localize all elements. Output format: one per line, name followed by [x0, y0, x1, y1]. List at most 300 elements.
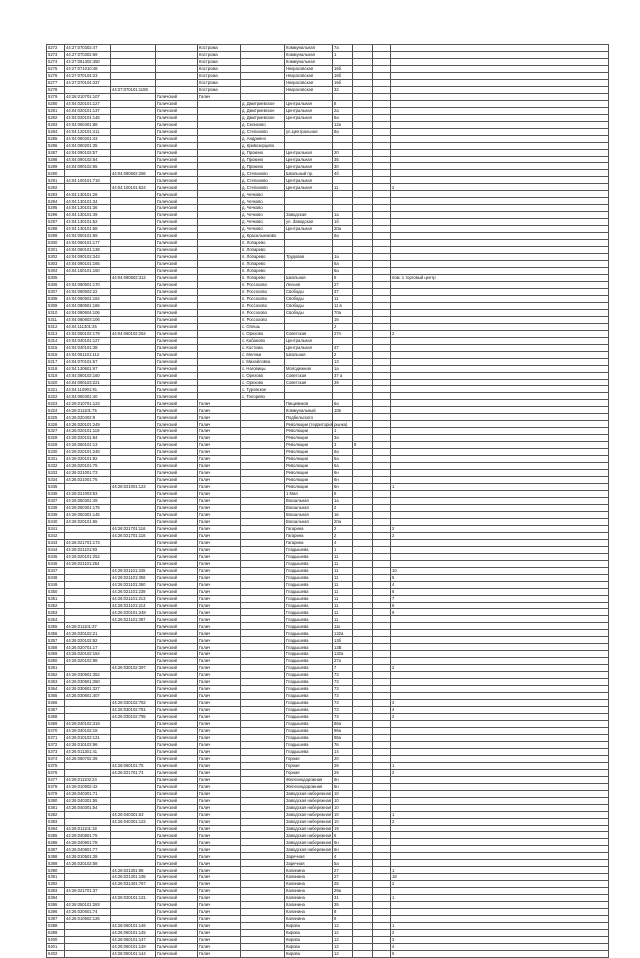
table-row — [47, 511, 609, 518]
table-row — [47, 839, 609, 846]
flat-cell — [373, 839, 391, 846]
row-number-cell: 5314 — [47, 337, 65, 344]
city-cell — [198, 198, 241, 205]
row-number-cell: 5352 — [47, 602, 65, 609]
street-cell: Гладышева — [285, 686, 333, 693]
settlement-cell — [241, 707, 285, 714]
house-cell — [333, 386, 353, 393]
table-row — [47, 51, 609, 58]
row-number-cell: 5290 — [47, 170, 65, 177]
city-cell: Галич — [198, 881, 241, 888]
table-row — [47, 79, 609, 86]
cadastral-number-building-cell: 44:26:060101:144 — [111, 950, 156, 957]
house-cell — [333, 414, 353, 421]
note-cell — [391, 142, 609, 149]
house-cell: 11 — [333, 581, 353, 588]
district-cell: Галичский — [156, 295, 198, 302]
cadastral-number-building-cell — [111, 323, 156, 330]
note-cell: 2 — [391, 184, 609, 191]
house-cell: 25 — [333, 881, 353, 888]
row-number-cell: 5377 — [47, 776, 65, 783]
building-cell — [353, 930, 373, 937]
settlement-cell — [241, 644, 285, 651]
house-cell: 6н — [333, 484, 353, 491]
street-cell: Гладышева — [285, 714, 333, 721]
house-cell — [333, 142, 353, 149]
building-cell — [353, 874, 373, 881]
street-cell: Заводская набережная — [286, 804, 332, 810]
district-cell: Галичский — [156, 783, 198, 790]
note-cell — [391, 539, 609, 546]
city-cell: Галич — [198, 581, 241, 588]
district-cell: Галичский — [156, 546, 198, 553]
district-cell: Галичский — [156, 372, 198, 379]
cadastral-number-building-cell — [111, 741, 156, 748]
building-cell — [353, 811, 373, 818]
table-row — [47, 72, 609, 79]
table-row — [47, 288, 609, 295]
settlement-cell — [241, 525, 285, 532]
row-number-cell: 5306 — [47, 281, 65, 288]
city-cell: Галич — [198, 511, 241, 518]
building-cell — [353, 316, 373, 323]
row-number-cell: 5400 — [47, 937, 65, 944]
house-cell: 7в — [333, 741, 353, 748]
flat-cell — [373, 895, 391, 902]
district-cell — [156, 72, 198, 79]
cadastral-number-land-cell: 44:26:020701:17 — [65, 644, 111, 651]
flat-cell — [373, 344, 391, 351]
settlement-cell: п. Россохово — [241, 295, 285, 302]
settlement-cell — [241, 72, 285, 79]
cadastral-number-building-cell — [111, 247, 156, 254]
house-cell: 20 — [333, 149, 353, 156]
note-cell: 2 — [391, 532, 609, 539]
city-cell: Галич — [198, 651, 241, 658]
flat-cell — [373, 602, 391, 609]
street-cell — [285, 205, 333, 212]
street-cell: ул. Заводская — [285, 219, 333, 226]
flat-cell — [373, 79, 391, 86]
table-row — [47, 693, 609, 700]
flat-cell — [373, 219, 391, 226]
settlement-cell — [241, 93, 285, 100]
building-cell — [353, 700, 373, 707]
cadastral-number-building-cell — [111, 504, 156, 511]
table-row — [47, 114, 609, 121]
district-cell: Галичский — [156, 100, 198, 107]
flat-cell — [373, 581, 391, 588]
settlement-cell: д. Чечково — [241, 205, 285, 212]
cadastral-number-building-cell — [111, 672, 156, 679]
row-number-cell: 5292 — [47, 184, 65, 191]
row-number-cell: 5354 — [47, 616, 65, 623]
district-cell: Галичский — [156, 330, 198, 337]
cadastral-number-land-cell — [65, 700, 111, 707]
table-row — [47, 700, 609, 707]
district-cell — [156, 45, 198, 52]
building-cell — [353, 351, 373, 358]
district-cell: Галичский — [156, 734, 198, 741]
street-cell: Лесная — [285, 281, 333, 288]
house-cell: 12 — [333, 950, 353, 957]
district-cell: Галичский — [156, 609, 198, 616]
row-number-cell: 5320 — [47, 379, 65, 386]
cadastral-number-building-cell — [111, 107, 156, 114]
settlement-cell: п. Россохово — [241, 288, 285, 295]
city-cell: Галич — [198, 525, 241, 532]
row-number-cell: 5380 — [47, 797, 65, 804]
note-cell — [391, 839, 609, 846]
house-cell: 6а — [333, 233, 353, 240]
city-cell: Галич — [198, 602, 241, 609]
house-cell: 73 — [333, 707, 353, 714]
table-row — [47, 588, 609, 595]
settlement-cell — [241, 943, 285, 950]
building-cell — [353, 720, 373, 727]
street-cell: Калинина — [285, 874, 333, 881]
cadastral-number-building-cell — [111, 309, 156, 316]
street-cell: Молодежная — [285, 365, 333, 372]
table-row — [47, 811, 609, 818]
flat-cell — [373, 909, 391, 916]
table-row — [47, 330, 609, 337]
building-cell — [353, 511, 373, 518]
cadastral-number-building-cell — [111, 491, 156, 498]
building-cell — [353, 748, 373, 755]
building-cell — [353, 121, 373, 128]
table-row — [47, 121, 609, 128]
note-cell: пом. 1 торговый центр — [391, 274, 609, 281]
street-cell: Центральная — [285, 337, 333, 344]
row-number-cell: 5388 — [47, 853, 65, 860]
cadastral-number-building-cell — [111, 156, 156, 163]
city-cell: Галич — [198, 567, 241, 574]
settlement-cell — [241, 825, 285, 832]
row-number-cell: 5319 — [47, 372, 65, 379]
flat-cell — [373, 65, 391, 72]
cadastral-number-building-cell — [111, 902, 156, 909]
row-number-cell: 5383 — [47, 818, 65, 825]
street-cell: Коммунальная — [285, 58, 333, 65]
building-cell — [353, 93, 373, 100]
city-cell: Галич — [198, 693, 241, 700]
table-row — [47, 100, 609, 107]
row-number-cell: 5315 — [47, 344, 65, 351]
city-cell: Галич — [198, 623, 241, 630]
city-cell — [198, 323, 241, 330]
building-cell — [353, 804, 373, 811]
building-cell — [353, 888, 373, 895]
note-cell — [391, 860, 609, 867]
street-cell: Революции — [285, 463, 333, 470]
row-number-cell: 5321 — [47, 386, 65, 393]
street-cell: Некрасовская — [285, 79, 333, 86]
settlement-cell: с. Кабаново — [241, 337, 285, 344]
cadastral-number-building-cell — [111, 797, 156, 804]
table-row — [47, 762, 609, 769]
district-cell: Галичский — [156, 170, 198, 177]
street-cell: Советская — [285, 379, 333, 386]
cadastral-number-land-cell — [65, 930, 111, 937]
row-number-cell: 5284 — [47, 128, 65, 135]
row-number-cell: 5376 — [47, 769, 65, 776]
flat-cell — [373, 707, 391, 714]
building-cell — [353, 261, 373, 268]
street-cell: Заводская набережная — [286, 797, 332, 803]
table-row — [47, 58, 609, 65]
city-cell — [198, 372, 241, 379]
house-cell: 2 — [333, 504, 353, 511]
house-cell: 6н — [333, 470, 353, 477]
district-cell: Галичский — [156, 379, 198, 386]
street-cell: Гладышева — [285, 616, 333, 623]
cadastral-number-land-cell: 44:26:021101:93 — [65, 546, 111, 553]
cadastral-number-land-cell — [65, 874, 111, 881]
cadastral-number-building-cell — [111, 839, 156, 846]
building-cell — [353, 504, 373, 511]
cadastral-number-building-cell — [111, 114, 156, 121]
note-cell — [391, 804, 609, 811]
district-cell: Галичский — [156, 644, 198, 651]
note-cell — [391, 93, 609, 100]
city-cell — [198, 226, 241, 233]
district-cell: Галичский — [156, 518, 198, 525]
street-cell: Центральная — [285, 149, 333, 156]
street-cell — [285, 261, 333, 268]
cadastral-number-land-cell: 44:04:050102:179 — [65, 330, 111, 337]
note-cell — [391, 637, 609, 644]
building-cell — [353, 330, 373, 337]
street-cell — [285, 191, 333, 198]
cadastral-number-building-cell — [111, 539, 156, 546]
row-number-cell: 5343 — [47, 539, 65, 546]
district-cell: Галичский — [156, 302, 198, 309]
flat-cell — [373, 630, 391, 637]
flat-cell — [373, 574, 391, 581]
building-cell — [353, 86, 373, 93]
settlement-cell — [241, 414, 285, 421]
note-cell — [391, 727, 609, 734]
cadastral-number-building-cell — [111, 846, 156, 853]
building-cell — [353, 567, 373, 574]
cadastral-number-land-cell: 44:26:010902:42 — [65, 783, 111, 790]
flat-cell — [373, 184, 391, 191]
note-cell — [391, 853, 609, 860]
note-cell: 2 — [391, 818, 609, 825]
row-number-cell: 5348 — [47, 574, 65, 581]
row-number-cell: 5304 — [47, 268, 65, 275]
flat-cell — [373, 233, 391, 240]
settlement-cell: с. Орехово — [241, 372, 285, 379]
house-cell: 20 — [333, 755, 353, 762]
cadastral-number-land-cell: 44:26:020101:75 — [65, 463, 111, 470]
district-cell: Галичский — [156, 93, 198, 100]
house-cell: 73 — [333, 700, 353, 707]
flat-cell — [373, 58, 391, 65]
district-cell: Галичский — [156, 672, 198, 679]
building-cell — [353, 574, 373, 581]
street-cell: Гладышева — [285, 567, 333, 574]
house-cell — [333, 393, 353, 400]
settlement-cell: д. Красильниково — [241, 233, 285, 240]
cadastral-number-land-cell: 44:04:130101:34 — [65, 198, 111, 205]
flat-cell — [373, 776, 391, 783]
flat-cell — [373, 783, 391, 790]
table-row — [47, 950, 609, 957]
flat-cell — [373, 407, 391, 414]
building-cell — [353, 484, 373, 491]
cadastral-number-land-cell: 44:04:040101:127 — [65, 337, 111, 344]
district-cell — [156, 79, 198, 86]
house-cell: 11 — [333, 602, 353, 609]
settlement-cell: п. Лопарево — [241, 268, 285, 275]
settlement-cell — [241, 400, 285, 407]
settlement-cell: д. Селихово — [241, 121, 285, 128]
cadastral-number-land-cell — [65, 665, 111, 672]
cadastral-number-land-cell: 44:04:080604:106 — [65, 309, 111, 316]
house-cell: 37 — [333, 288, 353, 295]
city-cell — [198, 184, 241, 191]
cadastral-number-building-cell: 44:26:021101:214 — [111, 602, 156, 609]
row-number-cell: 5278 — [47, 86, 65, 93]
district-cell: Галичский — [156, 435, 198, 442]
city-cell — [198, 379, 241, 386]
settlement-cell — [241, 734, 285, 741]
settlement-cell — [241, 581, 285, 588]
cadastral-number-land-cell — [65, 170, 111, 177]
settlement-cell: с. Наговицы — [241, 365, 285, 372]
house-cell: 11 — [333, 616, 353, 623]
settlement-cell — [241, 518, 285, 525]
building-cell — [353, 525, 373, 532]
cadastral-number-building-cell — [111, 860, 156, 867]
note-cell — [391, 435, 609, 442]
cadastral-number-building-cell — [111, 734, 156, 741]
table-row — [47, 428, 609, 435]
cadastral-number-building-cell — [111, 407, 156, 414]
house-cell: 7а — [333, 45, 353, 52]
register-sheet — [46, 44, 606, 958]
district-cell — [156, 58, 198, 65]
house-cell: 132а — [333, 651, 353, 658]
settlement-cell — [241, 818, 285, 825]
city-cell — [198, 247, 241, 254]
building-cell — [353, 274, 373, 281]
flat-cell — [373, 212, 391, 219]
row-number-cell: 5399 — [47, 930, 65, 937]
house-cell: 11 — [333, 553, 353, 560]
house-cell: 6 — [333, 832, 353, 839]
settlement-cell — [241, 637, 285, 644]
city-cell: Галич — [198, 909, 241, 916]
cadastral-number-land-cell: 44:26:020101:65 — [65, 518, 111, 525]
house-cell: 6а — [333, 114, 353, 121]
house-cell: 35 — [333, 902, 353, 909]
street-cell — [285, 198, 333, 205]
house-cell: 6а — [333, 456, 353, 463]
city-cell: Галич — [198, 686, 241, 693]
cadastral-number-land-cell: 44:26:020101:252 — [65, 553, 111, 560]
note-cell: 1 — [391, 811, 609, 818]
note-cell — [391, 358, 609, 365]
city-cell — [198, 205, 241, 212]
flat-cell — [373, 686, 391, 693]
table-row — [47, 456, 609, 463]
settlement-cell — [241, 748, 285, 755]
cadastral-number-land-cell — [65, 532, 111, 539]
building-cell — [353, 734, 373, 741]
district-cell: Галичский — [156, 121, 198, 128]
district-cell: Галичский — [156, 539, 198, 546]
row-number-cell: 5353 — [47, 609, 65, 616]
city-cell — [198, 156, 241, 163]
cadastral-number-land-cell: 44:04:060201:35 — [65, 142, 111, 149]
cadastral-number-building-cell — [111, 686, 156, 693]
district-cell: Галичский — [156, 149, 198, 156]
building-cell: 9 — [353, 442, 373, 449]
cadastral-number-building-cell — [111, 804, 156, 811]
table-row — [47, 888, 609, 895]
flat-cell — [373, 714, 391, 721]
cadastral-number-land-cell: 44:04:020101:146 — [65, 114, 111, 121]
cadastral-number-land-cell: 44:04:120101:411 — [65, 128, 111, 135]
city-cell: Галич — [198, 874, 241, 881]
cadastral-number-land-cell: 44:04:150101:160 — [65, 268, 111, 275]
street-cell: Кирова — [285, 950, 333, 957]
cadastral-number-land-cell: 44:04:080501:164 — [65, 295, 111, 302]
flat-cell — [373, 616, 391, 623]
table-row — [47, 874, 609, 881]
note-cell — [391, 372, 609, 379]
table-row — [47, 407, 609, 414]
cadastral-number-land-cell: 44:26:040301:71 — [65, 790, 111, 797]
row-number-cell: 5308 — [47, 295, 65, 302]
house-cell: 4 — [333, 539, 353, 546]
cadastral-number-building-cell — [111, 365, 156, 372]
street-cell: Революции — [285, 477, 333, 484]
city-cell: Галич — [198, 937, 241, 944]
cadastral-number-land-cell — [65, 818, 111, 825]
row-number-cell: 5347 — [47, 567, 65, 574]
building-cell — [353, 156, 373, 163]
table-row — [47, 337, 609, 344]
house-cell: 39 — [333, 379, 353, 386]
note-cell — [391, 302, 609, 309]
district-cell: Галичский — [156, 853, 198, 860]
district-cell — [156, 65, 198, 72]
building-cell — [353, 881, 373, 888]
city-cell — [198, 128, 241, 135]
table-row — [47, 358, 609, 365]
district-cell: Галичский — [156, 504, 198, 511]
city-cell — [198, 114, 241, 121]
settlement-cell — [241, 874, 285, 881]
table-row — [47, 421, 609, 428]
building-cell — [353, 281, 373, 288]
house-cell: 8 — [333, 100, 353, 107]
flat-cell — [373, 414, 391, 421]
row-number-cell: 5272 — [47, 45, 65, 52]
flat-cell — [373, 644, 391, 651]
district-cell: Галичский — [156, 142, 198, 149]
flat-cell — [373, 727, 391, 734]
row-number-cell: 5394 — [47, 895, 65, 902]
row-number-cell: 5386 — [47, 839, 65, 846]
settlement-cell: д. Дмитриевское — [241, 100, 285, 107]
street-cell: Заводская набережная — [286, 825, 332, 831]
settlement-cell — [241, 762, 285, 769]
